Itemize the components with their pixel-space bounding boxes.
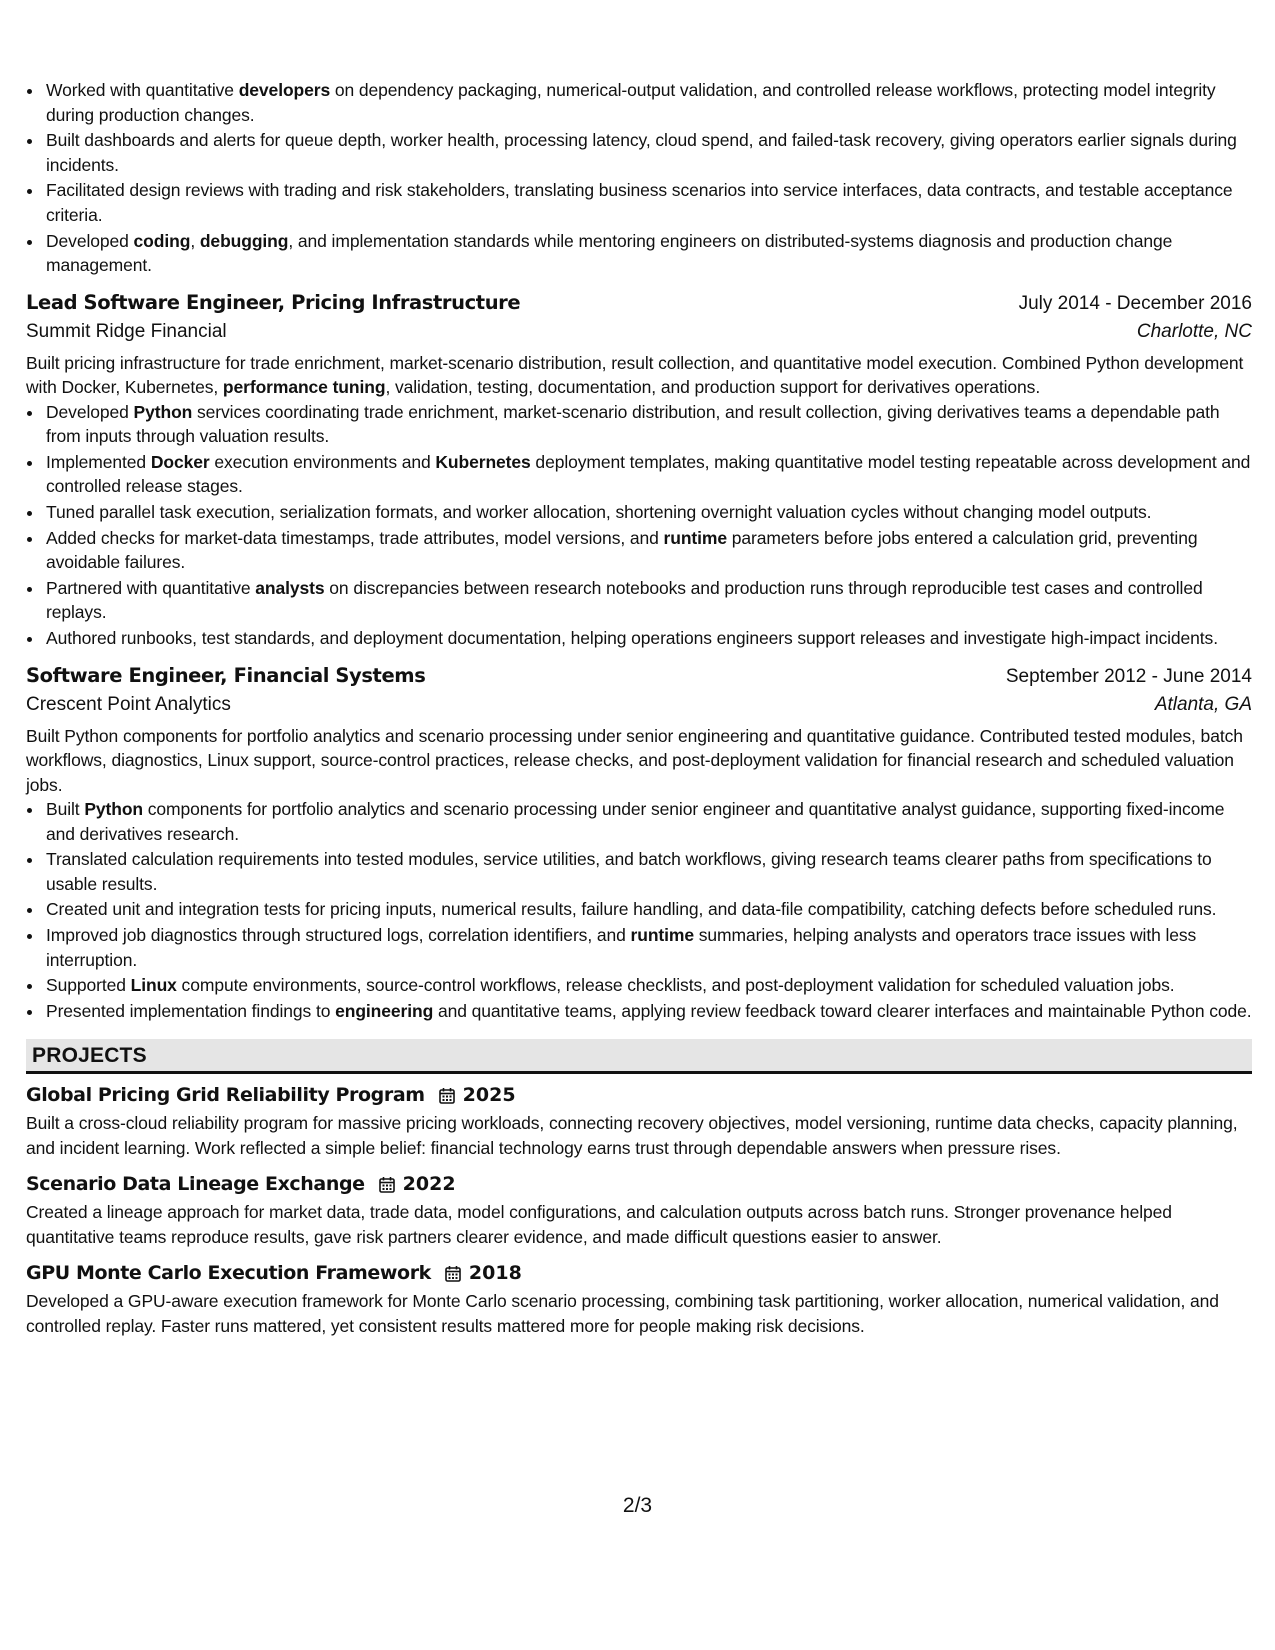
job-location: Charlotte, NC (1136, 320, 1252, 342)
project-year: 2018 (468, 1262, 522, 1285)
list-item: • Created unit and integration tests for pricing inputs, numerical results, failure handling, and data-file compatibility, catching defects before scheduled runs. (44, 897, 1252, 922)
list-item: • Implemented Docker execution environments and Kubernetes deployment templates, making quantitative model testing repeatable across development and controlled release stages. (44, 450, 1252, 499)
bold-keyword: runtime (630, 925, 694, 946)
list-item: • Tuned parallel task execution, serialization formats, and worker allocation, shortening overnight valuation cycles without changing model outputs. (44, 500, 1252, 525)
bold-keyword: runtime (663, 527, 728, 548)
bold-keyword: performance tuning (222, 377, 386, 398)
bold-keyword: Python (133, 401, 193, 422)
project-year: 2022 (402, 1173, 456, 1196)
bold-keyword: Python (84, 799, 144, 819)
project-description: Built a cross-cloud reliability program for massive pricing workloads, connecting recovery objectives, model versioning, runtime data checks, capacity planning, and incident learning. Work reflected a simple belief: financial technology earns trust through dependable answers when pressure rises. (26, 1113, 1238, 1158)
list-item: • Improved job diagnostics through structured logs, correlation identifiers, and runtime summaries, helping analysts and operators trace issues with less interruption. (44, 923, 1252, 972)
section-heading-projects: PROJECTS (26, 1039, 1252, 1074)
list-item: • Built Python components for portfolio analytics and scenario processing under senior engineer and quantitative analyst guidance, supporting fixed-income and derivatives research. (44, 797, 1252, 846)
project-description: Developed a GPU-aware execution framework for Monte Carlo scenario processing, combining task partitioning, worker allocation, numerical validation, and controlled replay. Faster runs mattered, yet consistent results mattered more for people making risk decisions. (26, 1291, 1219, 1336)
project-entry (26, 1262, 1252, 1338)
project-description: Created a lineage approach for market data, trade data, model configurations, and calculation outputs across batch runs. Stronger provenance helped quantitative teams reproduce results, gave risk partners clearer evidence, and made difficult questions easier to answer. (26, 1202, 1172, 1247)
job-entry (26, 291, 1252, 651)
project-title: Scenario Data Lineage Exchange (26, 1173, 365, 1196)
project-title: Global Pricing Grid Reliability Program (26, 1084, 425, 1107)
bold-keyword: debugging (199, 230, 289, 251)
job-bullet-list (26, 400, 1252, 651)
list-item: • Authored runbooks, test standards, and deployment documentation, helping operations engineers support releases and investigate high-impact incidents. (44, 626, 1252, 651)
bold-keyword: Linux (130, 975, 177, 996)
list-item: • Supported Linux compute environments, source-control workflows, release checklists, and post-deployment validation for scheduled valuation jobs. (44, 973, 1252, 998)
bold-keyword: analysts (255, 577, 325, 598)
job-summary: Built Python components for portfolio analytics and scenario processing under senior engineering and quantitative guidance. Contributed tested modules, batch workflows, diagnostics, Linux support, source-control practices, release checks, and post-deployment validation for financial research and scheduled valuation jobs. (26, 725, 1243, 795)
job-title: Lead Software Engineer, Pricing Infrastructure (26, 290, 521, 314)
list-item: • Facilitated design reviews with trading and risk stakeholders, translating business scenarios into service interfaces, data contracts, and testable acceptance criteria. (44, 178, 1252, 227)
company-name: Crescent Point Analytics (26, 693, 231, 715)
page-number: 2/3 (622, 1494, 653, 1517)
job-dates: September 2012 - June 2014 (1005, 665, 1252, 687)
intro-bullet-list (26, 78, 1252, 278)
project-year: 2025 (462, 1084, 516, 1107)
list-item: • Partnered with quantitative analysts on discrepancies between research notebooks and production runs through reproducible test cases and controlled replays. (44, 576, 1252, 625)
bold-keyword: engineering (335, 1000, 434, 1021)
list-item: • Developed Python services coordinating trade enrichment, market-scenario distribution, and result collection, giving derivatives teams a dependable path from inputs through valuation results. (44, 400, 1252, 449)
bold-keyword: developers (238, 80, 331, 100)
job-location: Atlanta, GA (1154, 693, 1252, 715)
list-item: • Worked with quantitative developers on dependency packaging, numerical-output validation, and controlled release workflows, protecting model integrity during production changes. (44, 78, 1252, 127)
bold-keyword: Kubernetes (435, 451, 531, 472)
list-item: • Developed coding, debugging, and implementation standards while mentoring engineers on distributed-systems diagnosis and production change management. (44, 229, 1252, 278)
bold-keyword: coding (133, 230, 191, 251)
project-entry (26, 1173, 1252, 1249)
job-summary: Built pricing infrastructure for trade enrichment, market-scenario distribution, result collection, and quantitative model execution. Combined Python development with Docker, Kubernetes, performance tuning, validation, testing, documentation, and production support for derivatives operations. (26, 352, 1244, 398)
bold-keyword: Docker (150, 451, 210, 472)
list-item: • Translated calculation requirements into tested modules, service utilities, and batch workflows, giving research teams clearer paths from specifications to usable results. (44, 847, 1252, 896)
calendar-icon (445, 1265, 461, 1282)
company-name: Summit Ridge Financial (26, 320, 227, 342)
job-dates: July 2014 - December 2016 (1018, 292, 1252, 314)
calendar-icon (439, 1087, 455, 1104)
job-bullet-list (26, 797, 1252, 1023)
project-title: GPU Monte Carlo Execution Framework (26, 1262, 431, 1285)
list-item: • Presented implementation findings to engineering and quantitative teams, applying review feedback toward clearer interfaces and maintainable Python code. (44, 999, 1252, 1024)
list-item: • Added checks for market-data timestamps, trade attributes, model versions, and runtime parameters before jobs entered a calculation grid, preventing avoidable failures. (44, 526, 1252, 575)
resume-page (26, 78, 1252, 1338)
project-entry (26, 1084, 1252, 1160)
job-entry (26, 664, 1252, 1024)
calendar-icon (379, 1176, 395, 1193)
job-title: Software Engineer, Financial Systems (26, 663, 426, 687)
list-item: • Built dashboards and alerts for queue depth, worker health, processing latency, cloud spend, and failed-task recovery, giving operators earlier signals during incidents. (44, 128, 1252, 177)
